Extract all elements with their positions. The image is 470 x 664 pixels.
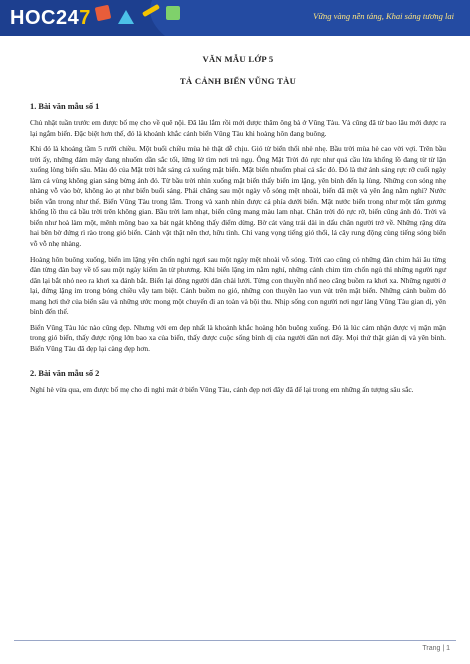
- paragraph: Khi đó là khoảng tầm 5 rưỡi chiều. Một buổi chiều mùa hè thật dễ chịu. Gió từ biển thổi nhè nhẹ. Bầu trời mùa hè cao vời vợi. Trên bầu trời ấy, những đám mây đang nhuốm dần sắc tối, lững lờ tìm nơi trú ngụ. Ông Mặt Trời đỏ rực như quả cầu lửa khổng lồ đang từ từ lặn xuống lòng biển sâu. Màu đỏ của Mặt trời hắt sáng cả xuống mặt biển. Mặt biển nhuốm phai cả sắc đỏ. Đó là thứ ánh sáng rực rỡ cuối ngày làm cả vùng không gian sáng bừng ánh đỏ. Từ bầu trời nhìn xuống mặt biển thấy biển im lặng, yên bình đến lạ lùng. Những con sóng nhẹ nhàng vỗ vào bờ, không ào ạt như biển buổi sáng. Phải chăng sau một ngày vỗ sóng mệt nhoài, biển đã mệt và yên ắng nằm nghỉ? Nước biển vẫn trong như thế. Biển Vũng Tàu trong lắm. Trong và xanh nhìn được cả phía dưới biển. Mặt nước biển trong như một tấm gương khổng lồ thu cả bầu trời trên không gian. Bầu trời lam nhạt, biển cũng mang màu lam nhạt. Chân trời đỏ rực rỡ, biển cũng ánh đỏ. Trời và biển như hoà làm một, mênh mông bao xa bát ngát không thấy điểm dừng. Bờ cát vàng trải dài in dấu chân người trở về. Những rặng dừa hai bên bờ đứng rì rào trong gió biển. Cảnh vật thật nên thơ, hữu tình. Chỉ vang vọng tiếng gió thổi, lá cây rung động cùng tiếng sóng biển vỗ vỗ nhẹ nhàng.: [30, 144, 446, 249]
- logo-accent-text: 7: [79, 6, 91, 29]
- paragraph: Biển Vũng Tàu lúc nào cũng đẹp. Nhưng với em đẹp nhất là khoảnh khắc hoàng hôn buông xuống. Đó là lúc cảm nhận được vị mặn mặn trong gió biển, thấy được rộng lớn bao xa của biển, thấy được cuộc sống bình dị của người dân nơi đây. Mọi thứ thật giản dị và yên bình. Biển Vũng Tàu đã đẹp lại càng đẹp hơn.: [30, 322, 446, 353]
- paragraph: Chủ nhật tuần trước em được bố mẹ cho về quê nội. Đã lâu lắm rồi mới được thăm ông bà ở Vũng Tàu. Và cũng đã từ bao lâu mới được ra lại ngắm biển. Đặc biệt hơn thế, đó là khoảnh khắc cảnh biển Vũng Tàu khi hoàng hôn đang buông.: [30, 118, 446, 138]
- book-icon: [95, 5, 112, 22]
- section-heading-2: 2. Bài văn mẫu số 2: [30, 369, 100, 379]
- page-footer: [14, 640, 456, 654]
- document-subtitle: TẢ CẢNH BIỂN VŨNG TÀU: [179, 76, 297, 86]
- logo-text: HOC24: [10, 6, 80, 29]
- document-title: VĂN MẪU LỚP 5: [202, 54, 274, 64]
- paragraph: Nghỉ hè vừa qua, em được bố mẹ cho đi nghỉ mát ở biển Vũng Tàu, cảnh đẹp nơi đây đã để lại trong em những ấn tượng sâu sắc.: [30, 385, 414, 395]
- document-body: [30, 44, 446, 396]
- section-heading-1: 1. Bài văn mẫu số 1: [30, 102, 100, 111]
- site-header: [0, 0, 470, 36]
- page-number: Trang | 1: [422, 645, 450, 652]
- notebook-icon: [166, 6, 180, 20]
- site-logo[interactable]: [10, 6, 91, 30]
- site-slogan: Vững vàng nền tảng, Khai sáng tương lai: [313, 11, 454, 21]
- triangle-ruler-icon: [118, 10, 134, 24]
- paragraph: Hoàng hôn buông xuống, biển im lặng yên chốn nghỉ ngơi sau một ngày mệt nhoài vỗ sóng. Trời cao cũng có những đàn chim hải âu từng đàn từng đàn bay về tổ sau một ngày kiếm ăn từ phương. Khi biển lặng im nằm nghỉ, những cánh chim tìm chốn ngủ thì những người ngư dân lại bắt nhỏ neo ra khơi xa đánh bắt. Biển lại đông người dân chài lưới. Từng con thuyền nhổ neo căng buồm ra khơi xa. Những người ở lại, đứng lặng im trong bóng chiều vẫy tam biệt. Cánh buồm no gió, những con thuyền lao vun vút trên mặt biển. Những cánh buồm đỏ mang hơi thở của biển sâu và những ước mong một chuyến đi an toàn và bội thu. Nhịp sống con người nơi ngư làng Vũng Tàu gian dị, yên bình đến thế.: [30, 254, 446, 317]
